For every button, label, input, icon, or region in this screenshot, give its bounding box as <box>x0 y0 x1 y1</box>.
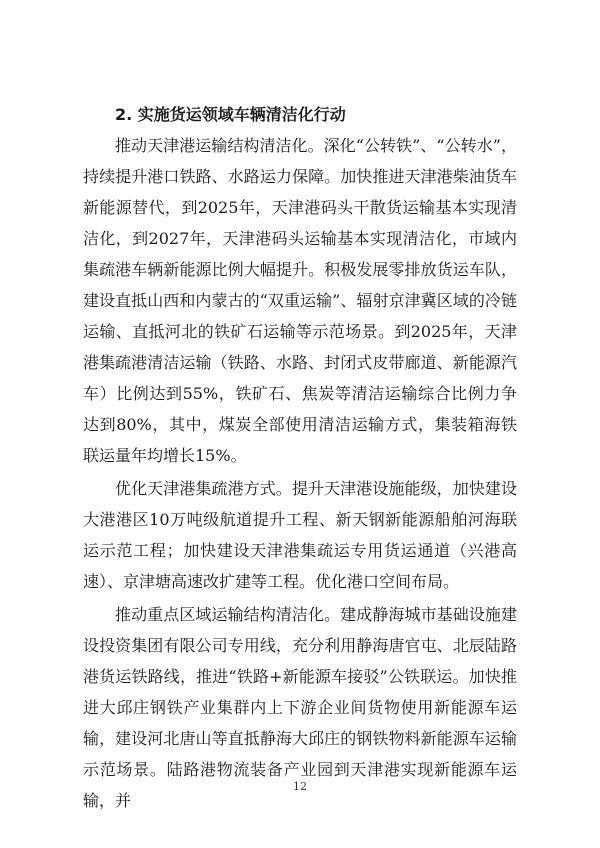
section-heading: 2. 实施货运领域车辆清洁化行动 <box>115 105 346 124</box>
paragraph-port-transport: 推动天津港运输结构清洁化。深化“公转铁”、“公转水”，持续提升港口铁路、水路运力保障。加快推进天津港柴油货车新能源替代，到2025年，天津港码头干散货运输基本实现清洁化，到2027年，天津港码头运输基本实现清洁化，市域内集疏港车辆新能源比例大幅提升。积极发展零排放货运车队，建设直抵山西和内蒙古的“双重运输”、辐射京津冀区域的冷链运输、直抵河北的铁矿石运输等示范场景。到2025年，天津港集疏港清洁运输（铁路、水路、封闭式皮带廊道、新能源汽车）比例达到55%，铁矿石、焦炭等清洁运输综合比例力争达到80%，其中，煤炭全部使用清洁运输方式，集装箱海铁联运量年均增长15%。 <box>83 136 517 465</box>
paragraph-port-collection: 优化天津港集疏港方式。提升天津港设施能级，加快建设大港港区10万吨级航道提升工程、新天钢新能源船舶河海联运示范工程；加快建设天津港集疏运专用货运通道（兴港高速）、京津塘高速改扩建等工程。优化港口空间布局。 <box>83 479 517 591</box>
page-content <box>83 100 517 818</box>
page-number: 12 <box>293 780 307 793</box>
paragraph-regional-transport: 推动重点区域运输结构清洁化。建成静海城市基础设施建设投资集团有限公司专用线，充分利用静海唐官屯、北辰陆路港货运铁路线，推进“铁路+新能源车接驳”公铁联运。加快推进大邱庄钢铁产业集群内上下游企业间货物使用新能源车运输，建设河北唐山等直抵静海大邱庄的钢铁物料新能源车运输示范场景。陆路港物流装备产业园到天津港实现新能源车运输，并 <box>83 605 517 810</box>
